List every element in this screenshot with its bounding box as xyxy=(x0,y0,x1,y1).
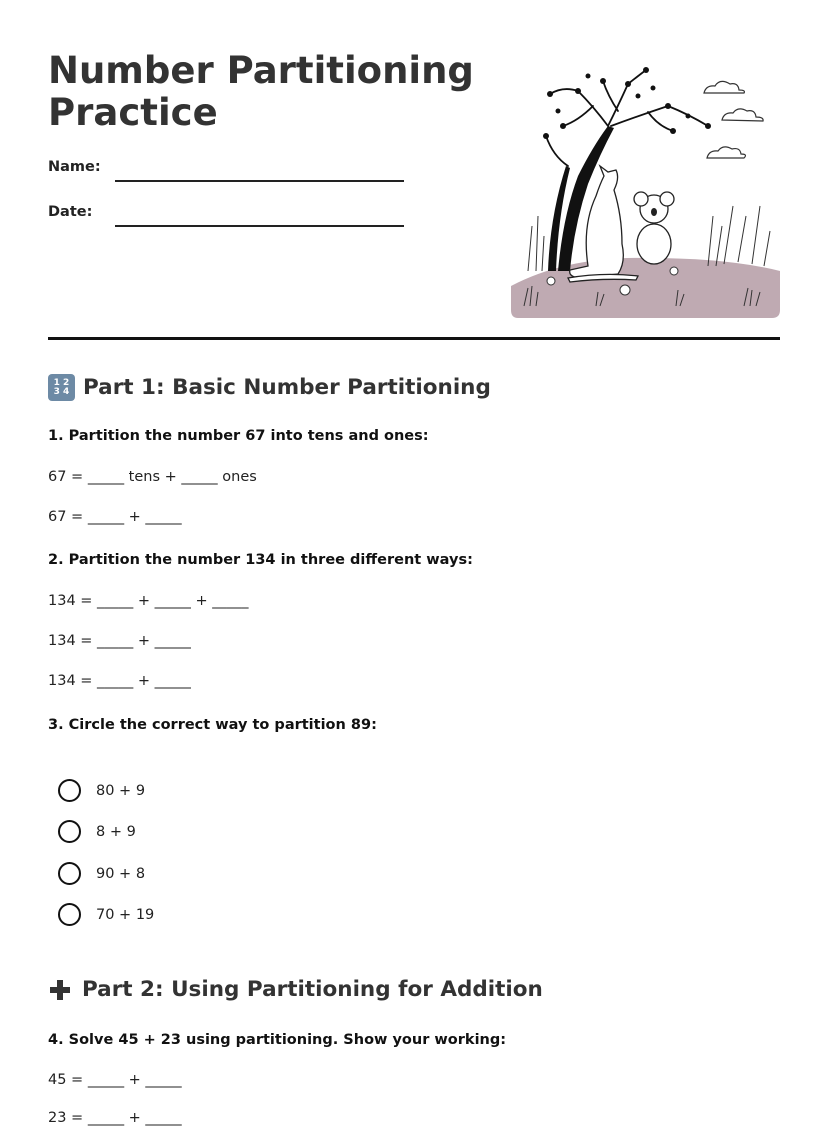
q3-option-label: 70 + 19 xyxy=(96,906,155,923)
input-numbers-emoji-icon: 1 2 3 4 xyxy=(48,374,75,401)
header-divider xyxy=(48,337,780,340)
radio-circle-icon[interactable] xyxy=(58,862,81,885)
q3-option-label: 80 + 9 xyxy=(96,782,146,799)
q2-line-2: 134 = _____ + _____ xyxy=(48,633,191,649)
part1-heading-text: Part 1: Basic Number Partitioning xyxy=(83,375,491,400)
name-field[interactable] xyxy=(115,180,404,182)
q4-line-2: 23 = _____ + _____ xyxy=(48,1110,182,1126)
date-label: Date: xyxy=(48,204,93,220)
q2-line-3: 134 = _____ + _____ xyxy=(48,673,191,689)
kangaroo-koala-tree-illustration xyxy=(508,66,782,320)
q3-option-label: 90 + 8 xyxy=(96,865,146,882)
part2-heading-text: Part 2: Using Partitioning for Addition xyxy=(82,977,543,1002)
radio-circle-icon[interactable] xyxy=(58,820,81,843)
part2-heading xyxy=(48,977,543,1002)
q4-line-1: 45 = _____ + _____ xyxy=(48,1072,182,1088)
q3-option-2[interactable] xyxy=(58,820,136,843)
radio-circle-icon[interactable] xyxy=(58,779,81,802)
q3-option-3[interactable] xyxy=(58,862,145,885)
q2-line-1: 134 = _____ + _____ + _____ xyxy=(48,593,249,609)
date-field[interactable] xyxy=(115,225,404,227)
name-label: Name: xyxy=(48,159,101,175)
q3-option-label: 8 + 9 xyxy=(96,823,136,840)
question-3: 3. Circle the correct way to partition 89: xyxy=(48,717,377,733)
radio-circle-icon[interactable] xyxy=(58,903,81,926)
worksheet-title: Number Partitioning Practice xyxy=(48,49,474,134)
question-1: 1. Partition the number 67 into tens and ones: xyxy=(48,428,429,444)
question-2: 2. Partition the number 134 in three different ways: xyxy=(48,552,473,568)
q1-line-1: 67 = _____ tens + _____ ones xyxy=(48,469,257,485)
question-4: 4. Solve 45 + 23 using partitioning. Show your working: xyxy=(48,1032,507,1048)
q1-line-2: 67 = _____ + _____ xyxy=(48,509,182,525)
q3-option-1[interactable] xyxy=(58,779,145,802)
q3-option-4[interactable] xyxy=(58,903,154,926)
heavy-plus-icon xyxy=(48,978,72,1002)
part1-heading xyxy=(48,374,491,401)
